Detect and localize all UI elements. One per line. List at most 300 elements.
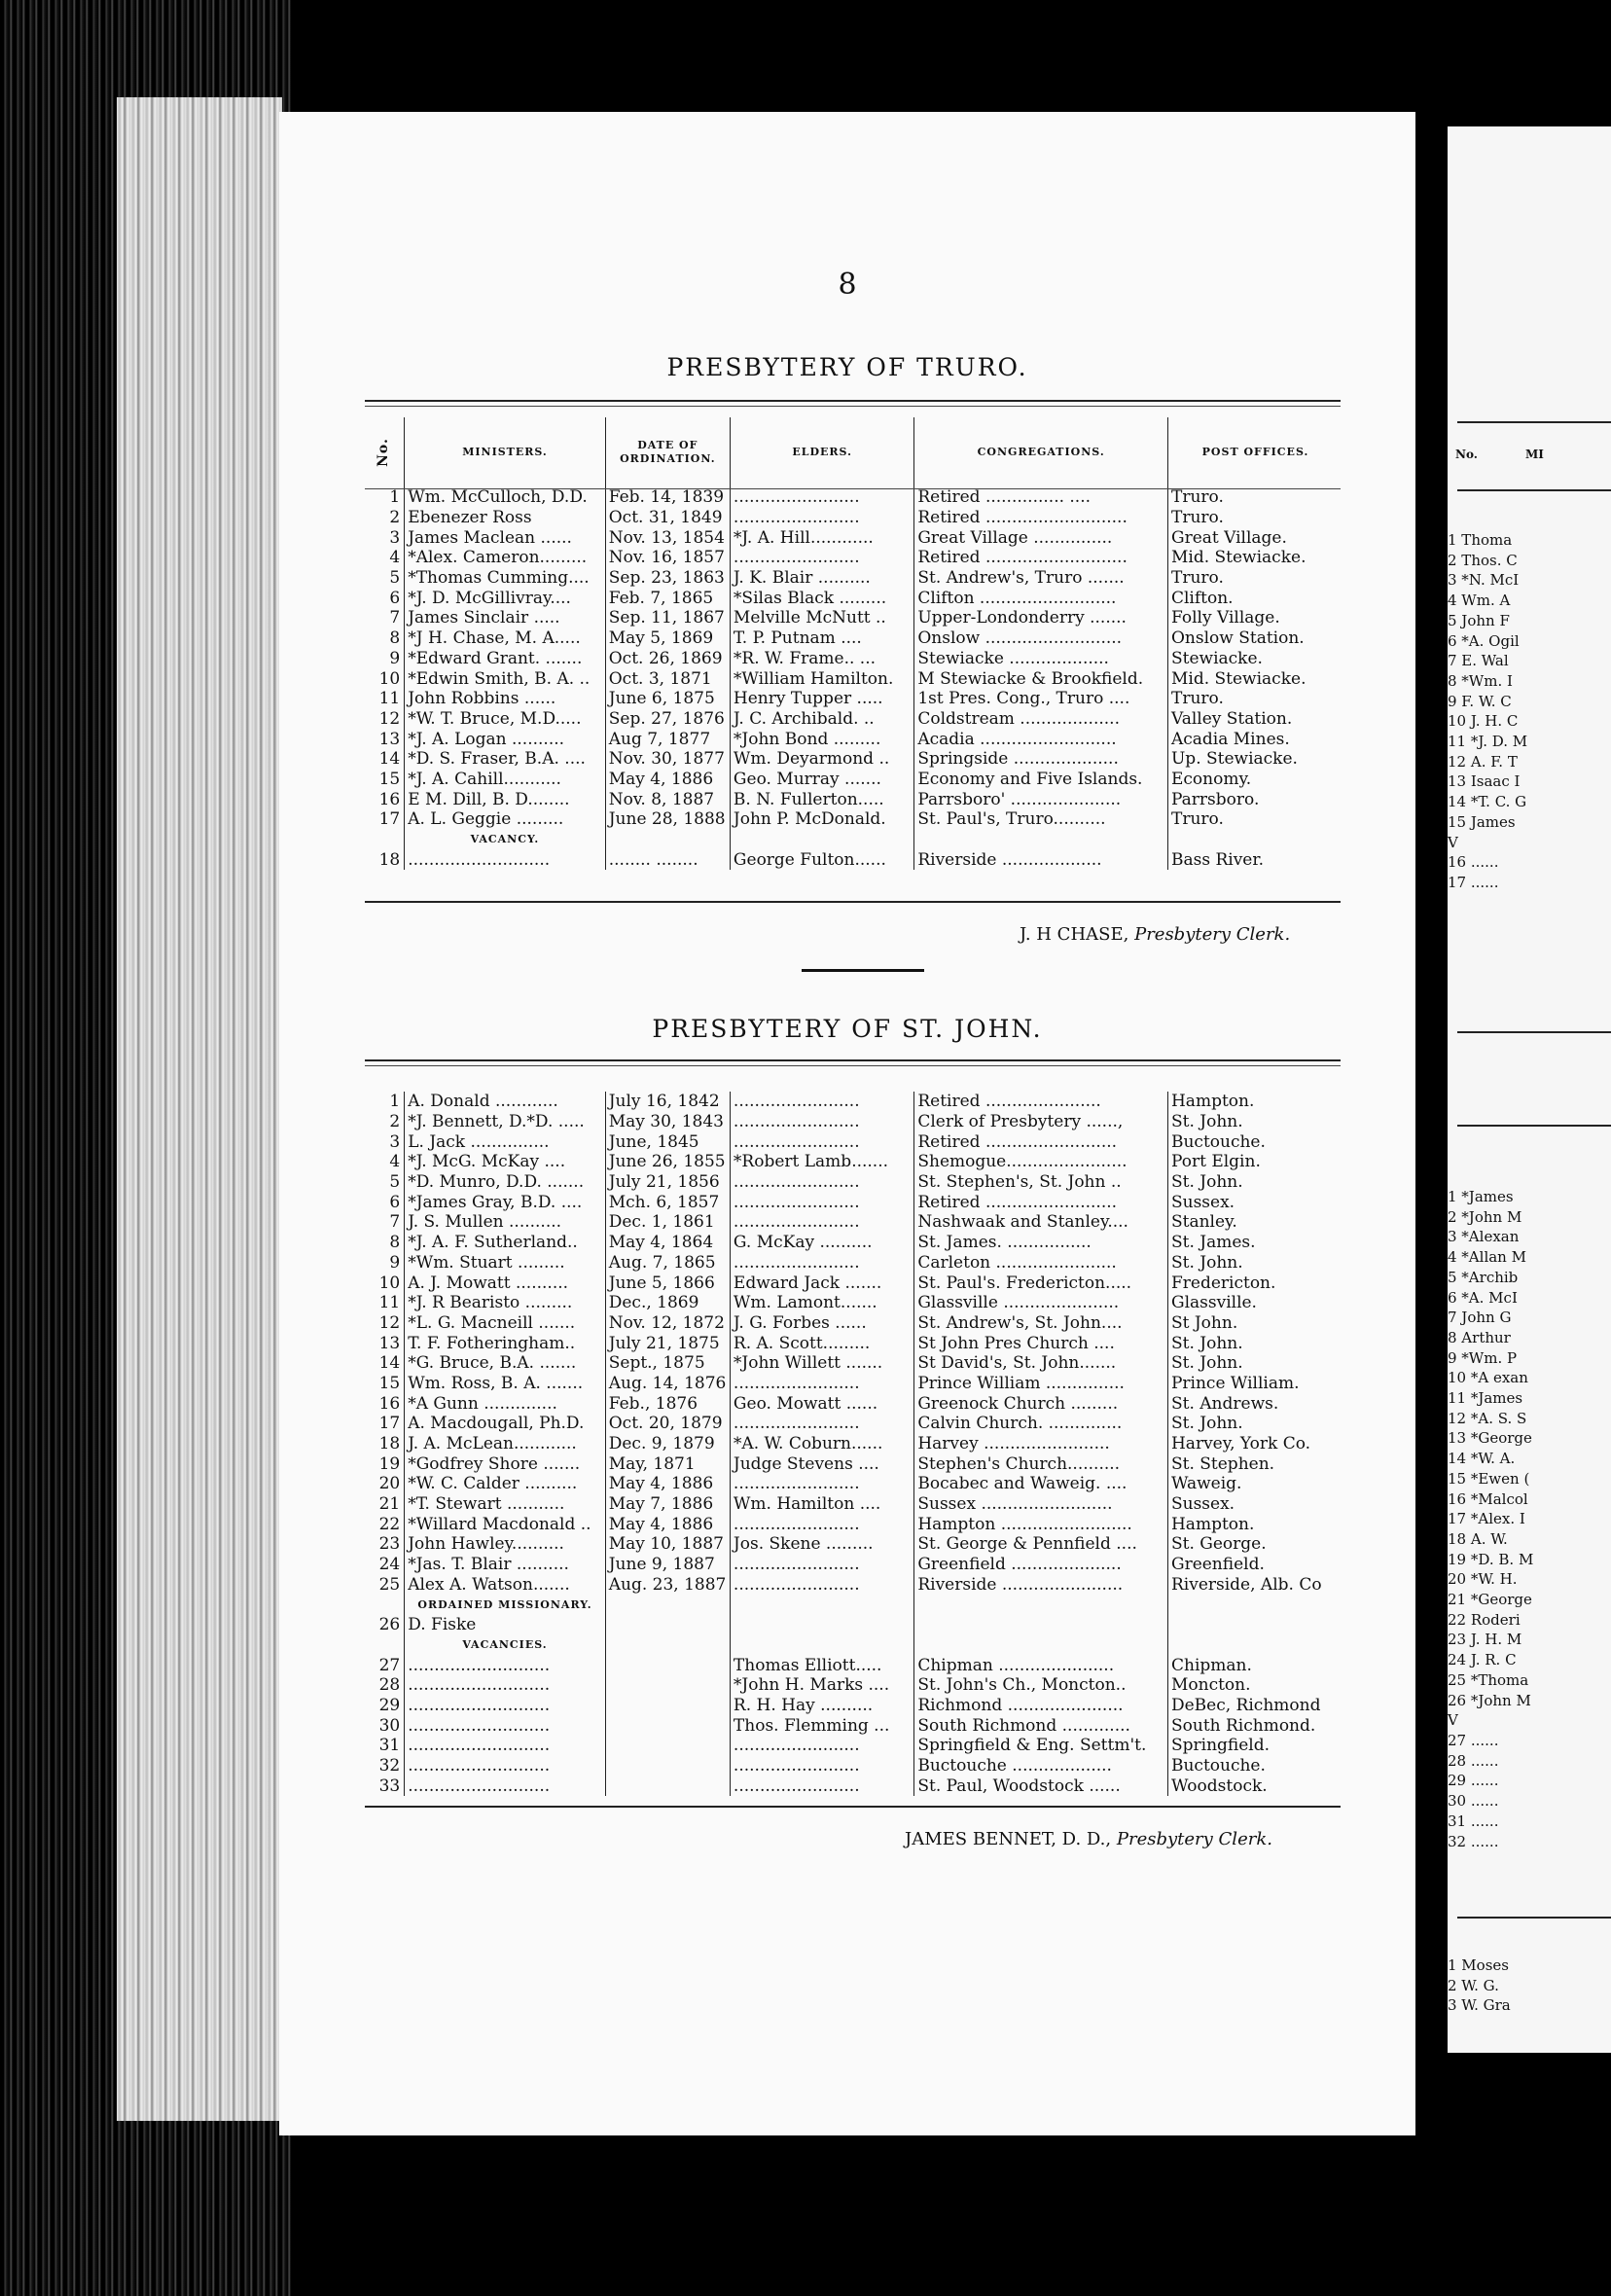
list-item: 17 ...... <box>1448 873 1499 891</box>
cell-elder: John P. McDonald. <box>730 809 913 830</box>
cell-congregation: Chipman ...................... <box>914 1655 1168 1675</box>
list-item: 1 *James <box>1448 1188 1514 1205</box>
cell-congregation: Prince William ............... <box>914 1374 1168 1394</box>
stjohn-clerk-signature <box>905 1829 1272 1849</box>
cell-post: Riverside, Alb. Co <box>1170 1574 1322 1595</box>
cell-post: Folly Village. <box>1170 608 1280 628</box>
list-item: V <box>1448 1711 1458 1730</box>
cell-minister: *J. McG. McKay .... <box>405 1152 606 1172</box>
cell-minister: E M. Dill, B. D........ <box>405 789 606 809</box>
cell-no: 32 <box>363 1756 405 1776</box>
cell-date: May 4, 1886 <box>605 770 730 790</box>
cell-minister: *James Gray, B.D. .... <box>405 1192 606 1212</box>
cell-no: 1 <box>363 487 405 508</box>
cell-date: July 21, 1856 <box>605 1172 730 1193</box>
cell-no: 16 <box>363 1393 405 1414</box>
cell-date: Aug. 7, 1865 <box>605 1253 730 1274</box>
cell-post: Hampton. <box>1170 1092 1255 1112</box>
list-item: 23 J. H. M <box>1448 1631 1522 1649</box>
cell-elder: Geo. Murray ....... <box>730 770 913 790</box>
cell-no: 6 <box>363 588 405 608</box>
list-item: 27 ...... <box>1448 1731 1499 1749</box>
table-row <box>363 668 1342 689</box>
table-row <box>363 789 1342 809</box>
cell-elder: ........................ <box>730 548 913 568</box>
cell-date: May 4, 1864 <box>605 1233 730 1253</box>
cell-date: June, 1845 <box>605 1131 730 1152</box>
cell-congregation: Retired ............... .... <box>914 487 1168 508</box>
list-item: 17 *Alex. I <box>1448 1510 1525 1528</box>
cell-congregation: Springside .................... <box>914 749 1168 770</box>
table-row <box>363 1353 1342 1374</box>
cell-minister: *J H. Chase, M. A..... <box>405 628 606 649</box>
cell-elder <box>730 1595 913 1615</box>
cell-minister: ........................... <box>405 1756 606 1776</box>
cell-date: May 30, 1843 <box>605 1112 730 1132</box>
list-item: 8 *Wm. I <box>1448 671 1513 690</box>
cell-no: 26 <box>363 1615 405 1635</box>
cell-congregation: Bocabec and Waweig. .... <box>914 1474 1168 1494</box>
cell-no <box>363 830 405 850</box>
cell-date: Mch. 6, 1857 <box>605 1192 730 1212</box>
stjohn-clerk-title: Presbytery Clerk. <box>1116 1829 1272 1849</box>
cell-date: Feb., 1876 <box>605 1393 730 1414</box>
cell-post: Truro. <box>1170 568 1224 589</box>
list-item: 31 ...... <box>1448 1812 1499 1830</box>
cell-no: 3 <box>363 527 405 548</box>
cell-no: 9 <box>363 649 405 669</box>
table-row <box>363 649 1342 669</box>
cell-post: Port Elgin. <box>1170 1152 1261 1172</box>
list-item: 11 *James <box>1448 1389 1523 1408</box>
cell-elder: Melville McNutt .. <box>730 608 913 628</box>
table-row <box>363 770 1342 790</box>
list-item: 13 *George <box>1448 1429 1532 1448</box>
cell-elder: Thos. Flemming ... <box>730 1715 913 1736</box>
cell-elder <box>730 1615 913 1635</box>
header-congregations: CONGREGATIONS. <box>914 417 1168 487</box>
cell-no: 13 <box>363 1333 405 1353</box>
cell-elder: ........................ <box>730 1514 913 1534</box>
table-row <box>363 1273 1342 1293</box>
cell-post: Glassville. <box>1170 1293 1257 1313</box>
cell-post: St. Andrews. <box>1170 1393 1279 1414</box>
cell-post: Truro. <box>1170 508 1224 528</box>
cell-elder: G. McKay .......... <box>730 1233 913 1253</box>
cell-minister: A. J. Mowatt .......... <box>405 1273 606 1293</box>
np-rule-4 <box>1457 1125 1611 1127</box>
cell-congregation: Retired ........................... <box>914 548 1168 568</box>
cell-minister: ........................... <box>405 1736 606 1756</box>
cell-post: Prince William. <box>1170 1373 1300 1393</box>
cell-date: Oct. 20, 1879 <box>605 1414 730 1434</box>
cell-congregation: St. John's Ch., Moncton.. <box>914 1675 1168 1696</box>
stjohn-title: PRESBYTERY OF ST. JOHN. <box>652 1015 1043 1043</box>
cell-no: 28 <box>363 1675 405 1696</box>
np-rule-2 <box>1457 489 1611 491</box>
table-row <box>363 1313 1342 1334</box>
cell-congregation: Springfield & Eng. Settm't. <box>914 1736 1168 1756</box>
cell-elder: R. H. Hay .......... <box>730 1696 913 1716</box>
cell-elder: *John Bond ......... <box>730 729 913 749</box>
cell-elder: Thomas Elliott..... <box>730 1655 913 1675</box>
table-row <box>363 1655 1342 1675</box>
cell-elder: Wm. Deyarmond .. <box>730 749 913 770</box>
cell-congregation: St David's, St. John....... <box>914 1353 1168 1374</box>
cell-minister: *Thomas Cumming.... <box>405 568 606 589</box>
cell-no: 19 <box>363 1453 405 1474</box>
cell-no: 11 <box>363 689 405 709</box>
cell-minister: ........................... <box>405 1655 606 1675</box>
cell-elder: *John H. Marks .... <box>730 1675 913 1696</box>
cell-no: 8 <box>363 1233 405 1253</box>
list-item: 20 *W. H. <box>1448 1570 1518 1589</box>
cell-minister: Wm. Ross, B. A. ....... <box>405 1374 606 1394</box>
cell-elder: J. G. Forbes ...... <box>730 1313 913 1334</box>
np-rule-1 <box>1457 421 1611 423</box>
cell-elder: *William Hamilton. <box>730 668 913 689</box>
cell-date: Nov. 13, 1854 <box>605 527 730 548</box>
cell-congregation: Clerk of Presbytery ......, <box>914 1112 1168 1132</box>
cell-congregation <box>914 1595 1168 1615</box>
cell-congregation: St John Pres Church .... <box>914 1333 1168 1353</box>
cell-congregation: 1st Pres. Cong., Truro .... <box>914 689 1168 709</box>
cell-congregation: St. Paul's. Fredericton..... <box>914 1273 1168 1293</box>
cell-date <box>605 1655 730 1675</box>
table-row <box>363 1736 1342 1756</box>
list-item: 25 *Thoma <box>1448 1670 1529 1689</box>
cell-date: Feb. 14, 1839 <box>605 487 730 508</box>
cell-no: 18 <box>363 1434 405 1454</box>
cell-date: May 4, 1886 <box>605 1514 730 1534</box>
stjohn-table <box>363 1092 1342 1796</box>
cell-minister: ........................... <box>405 849 606 870</box>
list-item: 14 *T. C. G <box>1448 793 1527 811</box>
cell-congregation: Riverside ....................... <box>914 1575 1168 1596</box>
cell-date: June 5, 1866 <box>605 1273 730 1293</box>
cell-minister: *J. A. F. Sutherland.. <box>405 1233 606 1253</box>
list-item: 5 John F <box>1448 611 1510 629</box>
cell-date: Sep. 27, 1876 <box>605 709 730 730</box>
cell-congregation: Richmond ...................... <box>914 1696 1168 1716</box>
cell-congregation: Nashwaak and Stanley.... <box>914 1212 1168 1233</box>
cell-date <box>605 1736 730 1756</box>
cell-minister: James Sinclair ..... <box>405 608 606 628</box>
cell-no: 14 <box>363 1353 405 1374</box>
cell-congregation: Great Village ............... <box>914 527 1168 548</box>
cell-no: 11 <box>363 1293 405 1313</box>
cell-minister: *J. A. Cahill........... <box>405 770 606 790</box>
cell-minister: *Wm. Stuart ......... <box>405 1253 606 1274</box>
cell-no: 15 <box>363 1374 405 1394</box>
document-page <box>279 112 1415 2135</box>
cell-date: July 21, 1875 <box>605 1333 730 1353</box>
cell-congregation: Stephen's Church.......... <box>914 1453 1168 1474</box>
cell-date: May 10, 1887 <box>605 1534 730 1555</box>
cell-date <box>605 1776 730 1796</box>
cell-elder: ........................ <box>730 1212 913 1233</box>
cell-post: St John. <box>1170 1312 1238 1333</box>
cell-date: Oct. 3, 1871 <box>605 668 730 689</box>
cell-no: 7 <box>363 1212 405 1233</box>
cell-elder: R. A. Scott......... <box>730 1333 913 1353</box>
cell-no: 10 <box>363 668 405 689</box>
np-header-min: MI <box>1525 448 1544 461</box>
header-date: DATE OF ORDINATION. <box>605 417 730 487</box>
cell-congregation: St. Stephen's, St. John .. <box>914 1172 1168 1193</box>
cell-post: Acadia Mines. <box>1170 729 1290 749</box>
table-row <box>363 1514 1342 1534</box>
cell-no: 15 <box>363 770 405 790</box>
cell-elder: ........................ <box>730 1555 913 1575</box>
cell-elder: T. P. Putnam .... <box>730 628 913 649</box>
cell-minister: *W. T. Bruce, M.D..... <box>405 709 606 730</box>
cell-elder: *A. W. Coburn...... <box>730 1434 913 1454</box>
cell-minister: *D. Munro, D.D. ....... <box>405 1172 606 1193</box>
cell-date: Sept., 1875 <box>605 1353 730 1374</box>
cell-no: 31 <box>363 1736 405 1756</box>
cell-date: Dec. 1, 1861 <box>605 1212 730 1233</box>
cell-elder: *Robert Lamb....... <box>730 1152 913 1172</box>
list-item: 14 *W. A. <box>1448 1450 1516 1468</box>
cell-minister: A. Macdougall, Ph.D. <box>405 1414 606 1434</box>
cell-post: Greenfield. <box>1170 1555 1265 1575</box>
cell-no: 6 <box>363 1192 405 1212</box>
cell-no: 17 <box>363 1414 405 1434</box>
cell-date <box>605 1715 730 1736</box>
truro-top-rule <box>365 400 1341 402</box>
table-row <box>363 689 1342 709</box>
cell-elder: Henry Tupper ..... <box>730 689 913 709</box>
cell-congregation: Economy and Five Islands. <box>914 770 1168 790</box>
cell-congregation: St. James. ................ <box>914 1233 1168 1253</box>
cell-no: 13 <box>363 729 405 749</box>
cell-congregation: Clifton .......................... <box>914 588 1168 608</box>
cell-post: Onslow Station. <box>1170 628 1305 649</box>
cell-post: St. John. <box>1170 1353 1243 1374</box>
cell-minister: D. Fiske <box>405 1615 606 1635</box>
list-item: 19 *D. B. M <box>1448 1550 1534 1568</box>
cell-date: Oct. 31, 1849 <box>605 508 730 528</box>
cell-post <box>1167 1615 1342 1635</box>
cell-date: June 6, 1875 <box>605 689 730 709</box>
cell-date: June 26, 1855 <box>605 1152 730 1172</box>
table-row <box>363 1595 1342 1615</box>
table-row <box>363 1212 1342 1233</box>
cell-post: Mid. Stewiacke. <box>1170 548 1307 568</box>
list-item: 11 *J. D. M <box>1448 733 1528 751</box>
table-row <box>363 1715 1342 1736</box>
list-item: 10 *A exan <box>1448 1369 1528 1387</box>
table-row <box>363 1253 1342 1274</box>
truro-clerk-title: Presbytery Clerk. <box>1134 924 1291 945</box>
list-item: 18 A. W. <box>1448 1529 1508 1548</box>
list-item: 26 *John M <box>1448 1691 1531 1709</box>
cell-post: Buctouche. <box>1170 1756 1266 1776</box>
cell-elder: *J. A. Hill............ <box>730 527 913 548</box>
cell-elder: ........................ <box>730 1192 913 1212</box>
cell-minister: *Godfrey Shore ....... <box>405 1453 606 1474</box>
table-row <box>363 1131 1342 1152</box>
cell-post: St. John. <box>1170 1252 1243 1273</box>
cell-congregation: Glassville ...................... <box>914 1293 1168 1313</box>
cell-post: Truro. <box>1170 809 1224 830</box>
table-row <box>363 508 1342 528</box>
cell-minister: *J. D. McGillivray.... <box>405 588 606 608</box>
cell-elder: Edward Jack ....... <box>730 1273 913 1293</box>
cell-elder: B. N. Fullerton..... <box>730 789 913 809</box>
cell-no: 14 <box>363 749 405 770</box>
cell-congregation: Coldstream ................... <box>914 709 1168 730</box>
cell-congregation: Hampton ......................... <box>914 1514 1168 1534</box>
cell-congregation: Calvin Church. .............. <box>914 1414 1168 1434</box>
cell-elder <box>730 1635 913 1656</box>
cell-no: 2 <box>363 508 405 528</box>
table-row <box>363 709 1342 730</box>
table-row <box>363 1112 1342 1132</box>
cell-post: Chipman. <box>1170 1655 1252 1675</box>
cell-congregation: Sussex ......................... <box>914 1494 1168 1515</box>
cell-elder: *R. W. Frame.. ... <box>730 649 913 669</box>
table-row <box>363 1675 1342 1696</box>
cell-post: Up. Stewiacke. <box>1170 749 1298 770</box>
cell-post: Springfield. <box>1170 1736 1271 1756</box>
header-post-offices: POST OFFICES. <box>1201 446 1309 458</box>
table-row <box>363 1192 1342 1212</box>
cell-post: St. Stephen. <box>1170 1453 1275 1474</box>
list-item: 15 *Ewen ( <box>1448 1469 1530 1488</box>
cell-post: Sussex. <box>1170 1192 1235 1212</box>
list-item: 16 ...... <box>1448 853 1499 872</box>
cell-congregation: Acadia .......................... <box>914 729 1168 749</box>
cell-date: May, 1871 <box>605 1453 730 1474</box>
cell-date: Nov. 12, 1872 <box>605 1313 730 1334</box>
cell-no: 30 <box>363 1715 405 1736</box>
list-item: 9 *Wm. P <box>1448 1348 1518 1367</box>
np-list-3 <box>1448 1955 1511 2016</box>
table-row <box>363 527 1342 548</box>
cell-post: Bass River. <box>1170 849 1265 870</box>
cell-date: Oct. 26, 1869 <box>605 649 730 669</box>
cell-minister: A. L. Geggie ......... <box>405 809 606 830</box>
cell-date: Dec. 9, 1879 <box>605 1434 730 1454</box>
cell-no: 7 <box>363 608 405 628</box>
cell-elder: ........................ <box>730 1474 913 1494</box>
cell-congregation: Parrsboro' ..................... <box>914 789 1168 809</box>
cell-no: 1 <box>363 1092 405 1112</box>
list-item: 28 ...... <box>1448 1751 1499 1770</box>
cell-congregation <box>914 830 1168 850</box>
cell-date: June 28, 1888 <box>605 809 730 830</box>
list-item: 8 Arthur <box>1448 1328 1511 1346</box>
cell-no: 3 <box>363 1131 405 1152</box>
cell-post: Fredericton. <box>1170 1273 1276 1293</box>
list-item: 4 Wm. A <box>1448 592 1511 610</box>
cell-elder: Jos. Skene ......... <box>730 1534 913 1555</box>
cell-minister: ORDAINED MISSIONARY. <box>405 1595 606 1615</box>
cell-no: 23 <box>363 1534 405 1555</box>
cell-date: May 7, 1886 <box>605 1494 730 1515</box>
cell-congregation: Harvey ........................ <box>914 1434 1168 1454</box>
cell-minister: James Maclean ...... <box>405 527 606 548</box>
cell-congregation: St. George & Pennfield .... <box>914 1534 1168 1555</box>
cell-post <box>1167 830 1342 850</box>
cell-no: 5 <box>363 568 405 589</box>
cell-minister: *Edwin Smith, B. A. .. <box>405 668 606 689</box>
cell-post: Great Village. <box>1170 527 1287 548</box>
cell-date: ........ ........ <box>605 849 730 870</box>
cell-no: 5 <box>363 1172 405 1193</box>
list-item: 24 J. R. C <box>1448 1651 1517 1669</box>
truro-table <box>363 417 1342 870</box>
cell-no: 12 <box>363 1313 405 1334</box>
cell-minister: *T. Stewart ........... <box>405 1494 606 1515</box>
stjohn-clerk-name: JAMES BENNET, D. D., <box>905 1829 1112 1849</box>
cell-minister: *G. Bruce, B.A. ....... <box>405 1353 606 1374</box>
stjohn-bottom-rule <box>365 1806 1341 1808</box>
cell-congregation: Stewiacke ................... <box>914 649 1168 669</box>
cell-minister: Ebenezer Ross <box>405 508 606 528</box>
table-row <box>363 830 1342 850</box>
cell-date: Aug. 23, 1887 <box>605 1575 730 1596</box>
cell-congregation: St. Andrew's, Truro ....... <box>914 568 1168 589</box>
truro-clerk-name: J. H CHASE, <box>1020 924 1129 945</box>
cell-no: 20 <box>363 1474 405 1494</box>
cell-congregation: Retired ......................... <box>914 1131 1168 1152</box>
list-item: 21 *George <box>1448 1591 1532 1609</box>
cell-no: 33 <box>363 1776 405 1796</box>
cell-post: Truro. <box>1170 689 1224 709</box>
table-row <box>363 1615 1342 1635</box>
cell-no <box>363 1635 405 1656</box>
cell-minister: *J. A. Logan .......... <box>405 729 606 749</box>
facing-page-fragment <box>1448 126 1611 2053</box>
cell-date: Aug. 14, 1876 <box>605 1374 730 1394</box>
cell-elder: Wm. Hamilton .... <box>730 1494 913 1515</box>
cell-elder: ........................ <box>730 508 913 528</box>
cell-post: DeBec, Richmond <box>1170 1695 1321 1715</box>
cell-post <box>1167 1635 1342 1656</box>
cell-minister: L. Jack ............... <box>405 1131 606 1152</box>
cell-no: 12 <box>363 709 405 730</box>
cell-post: Sussex. <box>1170 1494 1235 1515</box>
cell-elder: ........................ <box>730 1131 913 1152</box>
table-row <box>363 1393 1342 1414</box>
table-row <box>363 1453 1342 1474</box>
cell-post: Buctouche. <box>1170 1131 1266 1152</box>
cell-post <box>1167 1595 1342 1615</box>
list-item: 2 Thos. C <box>1448 551 1518 569</box>
cell-post: Moncton. <box>1170 1675 1251 1696</box>
cell-elder: J. C. Archibald. .. <box>730 709 913 730</box>
cell-congregation: St. Andrew's, St. John.... <box>914 1313 1168 1334</box>
table-row <box>363 548 1342 568</box>
cell-no: 29 <box>363 1696 405 1716</box>
cell-elder: ........................ <box>730 1374 913 1394</box>
cell-congregation: Shemogue....................... <box>914 1152 1168 1172</box>
header-ministers: MINISTERS. <box>405 417 606 487</box>
cell-no: 27 <box>363 1655 405 1675</box>
cell-minister: ........................... <box>405 1715 606 1736</box>
cell-congregation: Retired ......................... <box>914 1192 1168 1212</box>
cell-congregation: Onslow .......................... <box>914 628 1168 649</box>
list-item: 6 *A. McI <box>1448 1288 1518 1307</box>
cell-elder: *Silas Black ......... <box>730 588 913 608</box>
cell-date: Nov. 8, 1887 <box>605 789 730 809</box>
cell-congregation <box>914 1635 1168 1656</box>
page-edges <box>117 97 282 2121</box>
cell-elder: *John Willett ....... <box>730 1353 913 1374</box>
